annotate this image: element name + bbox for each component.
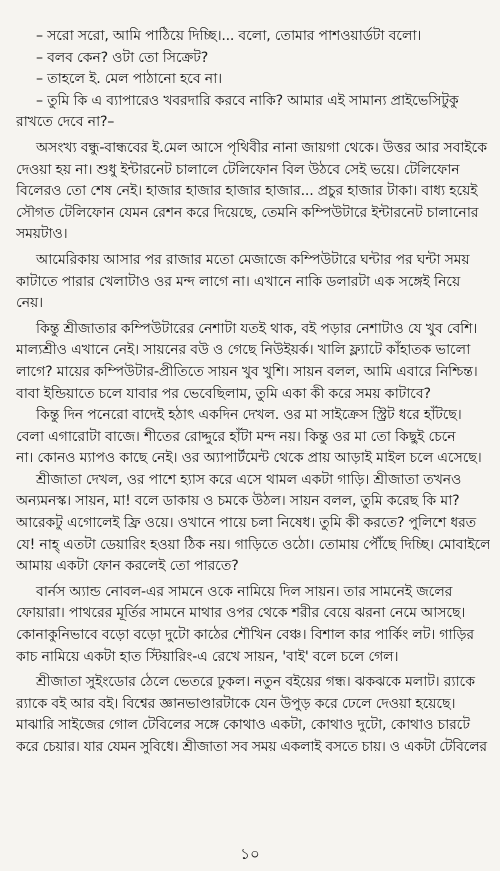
text-line: সৌগত টেলিফোন যেমন রেশন করে দিয়েছে, তেমনি কম্পিউটারে ইন্টারনেট চালানোর — [16, 204, 479, 221]
text-line: অসংখ্য বন্ধু-বান্ধবের ই.মেল আসে পৃথিবীর নানা জায়গা থেকে। উত্তর আর সবাইকে — [36, 139, 487, 156]
text-line: আমেরিকায় আসার পর রাজার মতো মেজাজে কম্পিউটারে ঘন্টার পর ঘন্টা সময় — [36, 251, 470, 268]
text-line: কাচ নামিয়ে একটা হাত স্টিয়ারিং-এ রেখে সায়ন, 'বাই' বলে চলে গেল। — [16, 648, 399, 665]
text-line: শ্রীজাতা দেখল, ওর পাশে হ্যাস করে এসে থামল একটা গাড়ি। শ্রীজাতা তখনও — [36, 471, 462, 488]
text-line: নেয়। — [16, 295, 43, 312]
text-line: শ্রীজাতা সুইংডোর ঠেলে ভেতরে ঢুকল। নতুন বইয়ের গন্ধ। ঝকঝকে মলাট। র‍্যাকে — [36, 674, 475, 691]
text-line: যে! নাহ্ এতটা ডেয়ারিং হওয়া ঠিক নয়। গাড়িতে ওঠো। তোমায় পৌঁছে দিচ্ছি। মোবাইলে — [16, 536, 490, 553]
text-line: র‍্যাকে বই আর বই। বিশ্বের জ্ঞানভাণ্ডারটাকে যেন উপুড় করে ঢেলে দেওয়া হয়েছে। — [16, 695, 456, 712]
text-line: কাটাতে পারার খেলাটাও ওর মন্দ লাগে না। এখানে নাকি ডলারটা এক সঙ্গেই নিয়ে — [16, 273, 461, 290]
body-text — [16, 26, 490, 759]
text-line: সময়টাও। — [16, 226, 68, 243]
text-line: কিন্তু শ্রীজাতার কম্পিউটারের নেশাটা যতই থাক, বই পড়ার নেশাটাও যে খুব বেশি। — [36, 320, 478, 337]
text-line: লাগে? মায়ের কম্পিউটার-প্রীতিতে সায়ন খুব খুশি। সায়ন বলল, আমি এবারে নিশ্চিন্ত। — [16, 363, 478, 380]
text-line: করে চেয়ার। যার যেমন সুবিধে। শ্রীজাতা সব সময় একলাই বসতে চায়। ও একটা টেবিলের — [16, 739, 487, 755]
text-line: বার্নস অ্যান্ড নোবল-এর সামনে ওকে নামিয়ে দিল সায়ন। তার সামনেই জলের — [36, 583, 453, 600]
text-line: আমায় একটা ফোন করলেই তো পারতে? — [16, 558, 239, 575]
text-line: দেওয়া হয় না। শুধু ইন্টারনেট চালালে টেলিফোন বিল উঠবে সেই ভয়ে। টেলিফোন — [16, 161, 460, 178]
text-line: আরেকটু এগোলেই ফ্রি ওয়ে। ওখানে পায়ে চলা নিষেধ। তুমি কী করতে? পুলিশে ধরত — [16, 515, 477, 532]
text-line: – সরো সরো, আমি পাঠিয়ে দিচ্ছি।... বলো, তোমার পাশওয়ার্ডটা বলো। — [36, 28, 422, 44]
page-number: ১০ — [240, 845, 260, 863]
text-line: ফোয়ারা। পাথরের মূর্তির সামনে মাথার ওপর থেকে শরীর বেয়ে ঝরনা নেমে আসছে। — [16, 605, 466, 622]
text-line: – তাহলে ই. মেল পাঠানো হবে না। — [36, 71, 222, 88]
text-line: বিলেরও তো শেষ নেই। হাজার হাজার হাজার হাজার... প্রচুর হাজার টাকা। বাধ্য হয়েই — [16, 183, 478, 200]
text-line: বেলা এগারোটা বাজে। শীতের রোদ্দুরে হাঁটা মন্দ নয়। কিন্তু ওর মা তো কিছুই চেনে — [16, 428, 456, 445]
text-line: অন্যমনস্ক। সায়ন, মা! বলে ডাকায় ও চমকে উঠল। সায়ন বলল, তুমি করেছ কি মা? — [16, 493, 460, 510]
text-line: মাঝারি সাইজের গোল টেবিলের সঙ্গে কোথাও একটা, কোথাও দুটো, কোথাও চারটে — [16, 717, 470, 734]
text-line: কোনাকুনিভাবে বড়ো বড়ো দুটো কাঠের শৌখিন বেঞ্চ। বিশাল কার পার্কিং লট। গাড়ির — [16, 627, 474, 644]
text-line: মাল্যশ্রীও এখানে নেই। সায়নের বউ ও গেছে নিউইয়র্ক। খালি ফ্ল্যাটে কাঁহাতক ভালো — [16, 342, 471, 359]
text-line: – বলব কেন? ওটা তো সিক্রেট? — [36, 49, 208, 66]
text-line: রাখতে দেবে না?– — [16, 114, 115, 131]
text-line: কিন্তু দিন পনেরো বাদেই হঠাৎ একদিন দেখল. ওর মা সাইক্রেস স্ট্রিট ধরে হাঁটছে। — [36, 407, 462, 424]
text-line: বাবা ইন্ডিয়াতে চলে যাবার পর ভেবেছিলাম, তুমি একা কী করে সময় কাটাবে? — [16, 385, 431, 402]
text-line: না। কোনও ম্যাপও কাছে নেই। ওর অ্যাপার্টমেন্ট থেকে প্রায় আড়াই মাইল চলে এসেছে। — [16, 450, 482, 467]
text-line: – তুমি কি এ ব্যাপারেও খবরদারি করবে নাকি? আমার এই সামান্য প্রাইভেসিটুকু — [36, 92, 459, 109]
